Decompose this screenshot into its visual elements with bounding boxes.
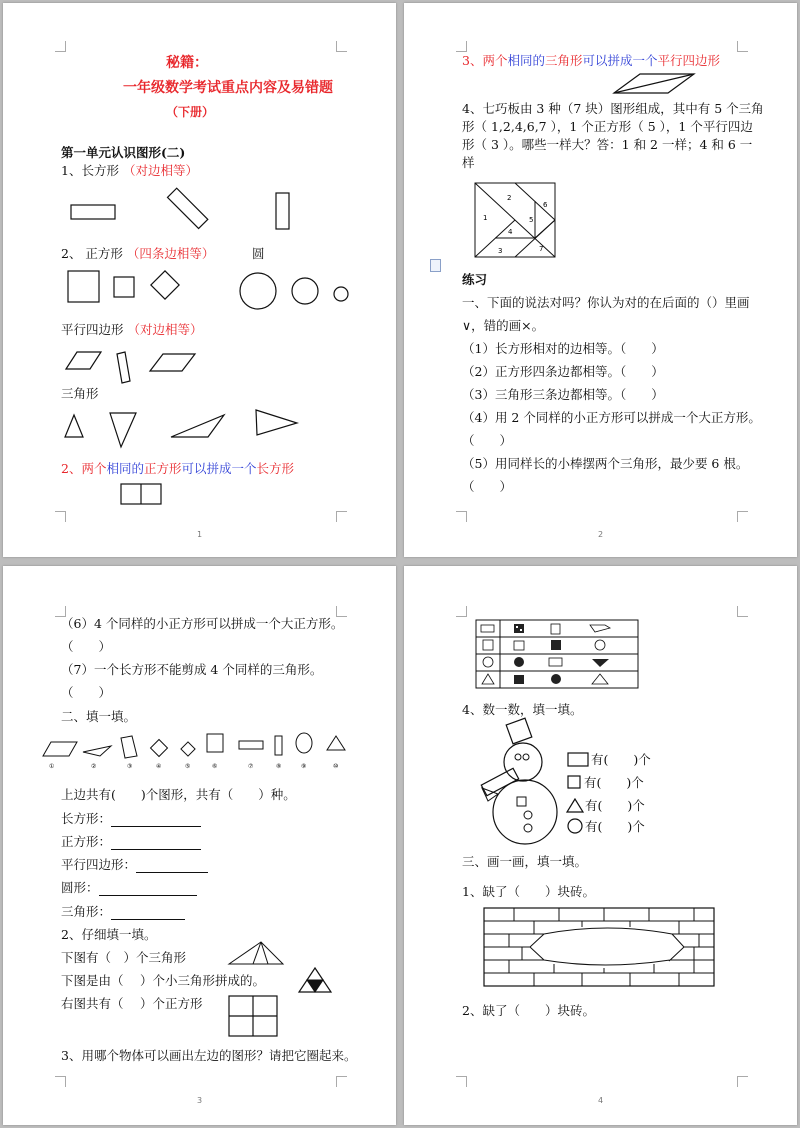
tangram-label: 7 — [539, 245, 544, 253]
shape-number: ⑦ — [248, 763, 254, 770]
unit-title: 第一单元认识图形(二) — [61, 145, 186, 160]
title-line-1: 秘籍： — [166, 55, 208, 71]
careful-figures — [3, 566, 396, 1125]
question-1-5-answer: （ ） — [462, 479, 513, 494]
page-number: 1 — [197, 530, 203, 539]
rectangle-label: 1、长方形 （对边相等） — [61, 163, 198, 178]
fill-title: 二、填一填。 — [61, 709, 137, 724]
document-page-3 — [3, 566, 396, 1125]
careful-line-1: 下图有（ ）个三角形 — [61, 950, 187, 965]
page-number: 4 — [598, 1096, 604, 1105]
rectangle-answer-row: 长方形： — [61, 811, 201, 827]
count-title: 4、数一数，填一填。 — [462, 702, 583, 717]
snowman-triangle-count: 有( )个 — [585, 798, 645, 813]
document-page-2 — [404, 3, 797, 557]
shape-number: ⑩ — [333, 763, 339, 770]
document-page-4 — [404, 566, 797, 1125]
brick-question-2: 2、缺了（ ）块砖。 — [462, 1003, 595, 1018]
tangram-label: 2 — [507, 194, 512, 202]
snowman-rect-count: 有( )个 — [591, 752, 651, 767]
careful-line-3: 右图共有（ ）个正方形 — [61, 996, 203, 1011]
document-page-1 — [3, 3, 396, 557]
question-1-3: （3）三角形三条边都相等。（ ） — [462, 387, 664, 402]
page-number: 2 — [598, 530, 604, 539]
tangram-label: 4 — [508, 228, 513, 236]
square-answer-row: 正方形： — [61, 834, 201, 850]
shape-number: ② — [91, 763, 97, 770]
shape-number: ⑤ — [185, 763, 191, 770]
square-label: 2、 正方形 （四条边相等） — [61, 246, 215, 261]
question-1-7-answer: （ ） — [61, 685, 112, 700]
snowman-square-count: 有( )个 — [584, 775, 644, 790]
shape-count-line: 上边共有( )个图形，共有（ ）种。 — [61, 787, 296, 802]
brick-wall-figure — [404, 566, 797, 1125]
parallelogram-answer-row: 平行四边形： — [61, 857, 208, 873]
title-line-2: 一年级数学考试重点内容及易错题 — [123, 80, 333, 96]
question-1-5: （5）用同样长的小棒摆两个三角形，最少要 6 根。 — [462, 456, 749, 471]
circle-answer-row: 圆形： — [61, 880, 197, 896]
tangram-text-1: 4、七巧板由 3 种（7 块）图形组成，其中有 5 个三角 — [462, 101, 764, 116]
question-1-intro: 一、下面的说法对吗？你认为对的在后面的（）里画 — [462, 295, 750, 310]
two-squares-figure — [3, 3, 396, 557]
practice-title: 练习 — [462, 272, 488, 287]
triangle-label: 三角形 — [61, 386, 99, 401]
document-anchor-icon[interactable] — [430, 259, 441, 272]
question-1-2: （2）正方形四条边都相等。（ ） — [462, 364, 664, 379]
tangram-text-4: 样 — [462, 155, 475, 170]
tangram-text-2: 形（ 1,2,4,6,7 ），1 个正方形（ 5 ），1 个平行四边 — [462, 119, 753, 134]
careful-line-2: 下图是由（ ）个小三角形拼成的。 — [61, 973, 265, 988]
fact-two-triangles: 3、两个相同的三角形可以拼成一个平行四边形 — [462, 53, 721, 68]
question-1-7: （7）一个长方形不能剪成 4 个同样的三角形。 — [61, 662, 323, 677]
tangram-label: 3 — [498, 247, 503, 255]
parallelogram-label: 平行四边形 （对边相等） — [61, 322, 203, 337]
brick-question-1: 1、缺了（ ）块砖。 — [462, 884, 595, 899]
tangram-label: 5 — [529, 216, 534, 224]
tangram-label: 1 — [483, 214, 488, 222]
shape-number: ④ — [156, 763, 162, 770]
fact-two-squares: 2、两个相同的正方形可以拼成一个长方形 — [61, 461, 295, 476]
shape-number: ③ — [127, 763, 133, 770]
question-1-intro-2: ∨，错的画×。 — [462, 318, 545, 333]
draw-title: 三、画一画，填一填。 — [462, 854, 588, 869]
shape-number: ⑥ — [212, 763, 218, 770]
title-line-3: （下册） — [166, 105, 215, 119]
question-1-6-answer: （ ） — [61, 639, 112, 654]
careful-title: 2、仔细填一填。 — [61, 927, 157, 942]
circle-label: 圆 — [252, 246, 265, 261]
tangram-label: 6 — [543, 201, 548, 209]
shape-number: ① — [49, 763, 55, 770]
page-number: 3 — [197, 1096, 203, 1105]
object-question: 3、用哪个物体可以画出左边的图形？请把它圈起来。 — [61, 1048, 357, 1063]
question-1-4: （4）用 2 个同样的小正方形可以拼成一个大正方形。 — [462, 410, 761, 425]
question-1-4-answer: （ ） — [462, 433, 513, 448]
triangle-answer-row: 三角形： — [61, 904, 185, 920]
shape-number: ⑧ — [276, 763, 282, 770]
snowman-circle-count: 有( )个 — [585, 819, 645, 834]
tangram-text-3: 形（ 3 ）。哪些一样大？答：1 和 2 一样；4 和 6 一 — [462, 137, 753, 152]
question-1-1: （1）长方形相对的边相等。（ ） — [462, 341, 664, 356]
shape-number: ⑨ — [301, 763, 307, 770]
question-1-6: （6）4 个同样的小正方形可以拼成一个大正方形。 — [61, 616, 344, 631]
